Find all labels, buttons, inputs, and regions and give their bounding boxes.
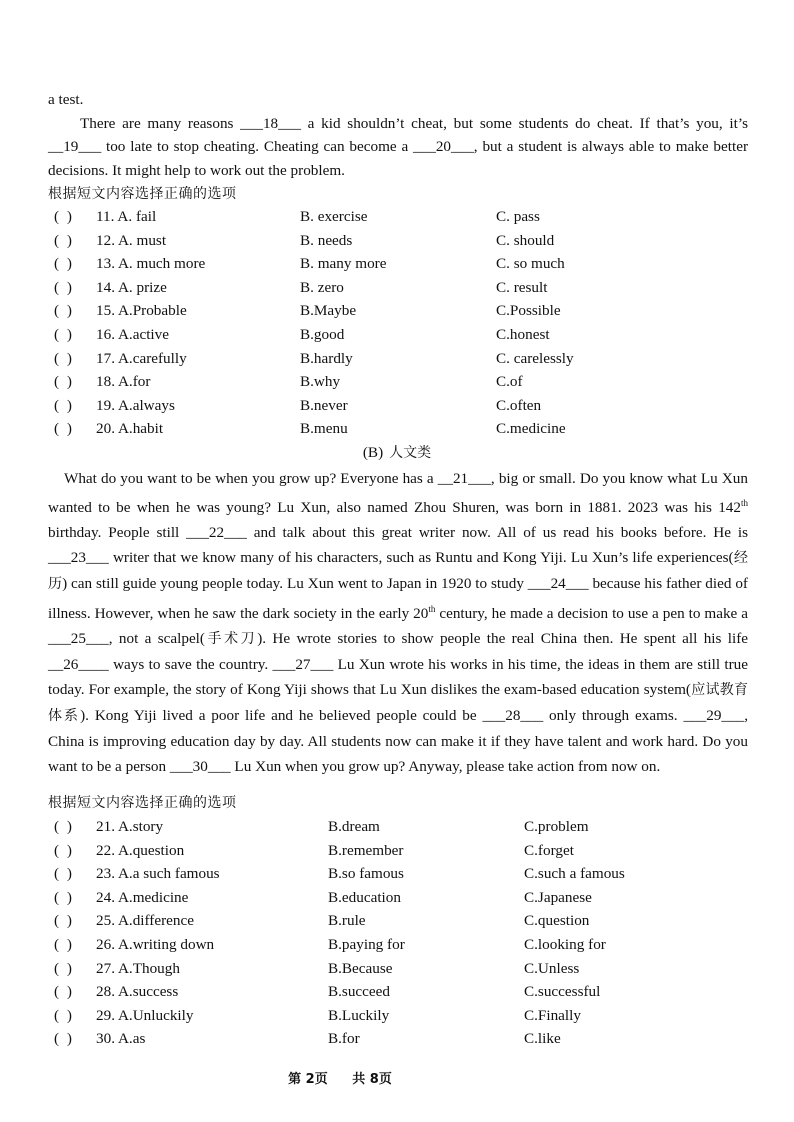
answer-bracket[interactable]: ( ) (54, 349, 74, 367)
section-a-question-list (48, 205, 748, 441)
option-c: C. pass (496, 208, 540, 225)
option-a: 11. A. fail (96, 208, 157, 225)
question-row (48, 839, 748, 863)
option-b: B.why (300, 373, 341, 391)
option-c: C.of (496, 373, 523, 391)
option-a: 21. A.story (96, 818, 164, 835)
section-b-heading (0, 443, 794, 463)
question-row (48, 370, 748, 394)
section-b-paragraph (48, 466, 748, 779)
option-b: B.so famous (328, 865, 404, 883)
option-c: C.Unless (524, 959, 580, 977)
answer-bracket[interactable]: ( ) (54, 255, 74, 273)
section-a-passage (48, 88, 748, 182)
option-a: 12. A. must (96, 231, 167, 249)
option-b: B.for (328, 1030, 360, 1048)
option-a: 25. A.difference (96, 912, 194, 930)
answer-bracket[interactable]: ( ) (54, 983, 74, 1001)
question-row (48, 229, 748, 253)
option-c: C.Japanese (524, 888, 592, 906)
passage-sup-2: th (428, 604, 436, 615)
question-row (48, 347, 748, 371)
option-a: 27. A.Though (96, 959, 180, 977)
page-number: 第 2页 (288, 1072, 328, 1087)
answer-bracket[interactable]: ( ) (54, 325, 74, 343)
answer-bracket[interactable]: ( ) (54, 818, 74, 835)
option-b: B. needs (300, 231, 353, 249)
answer-bracket[interactable]: ( ) (54, 935, 74, 953)
answer-bracket[interactable]: ( ) (54, 302, 74, 320)
option-a: 17. A.carefully (96, 349, 187, 367)
question-row (48, 1004, 748, 1028)
option-a: 16. A.active (96, 325, 169, 343)
question-row (48, 815, 748, 839)
answer-bracket[interactable]: ( ) (54, 888, 74, 906)
section-b-label: (B) (362, 444, 384, 461)
question-row (48, 205, 748, 229)
option-c: C.forget (524, 841, 574, 859)
section-b-instruction: 根据短文内容选择正确的选项 (48, 795, 237, 811)
question-row (48, 323, 748, 347)
option-b: B. exercise (300, 208, 368, 225)
question-row (48, 276, 748, 300)
option-a: 30. A.as (96, 1030, 146, 1048)
page-footer (0, 1068, 680, 1087)
section-a-paragraph: There are many reasons ___18___ a kid shouldn’t cheat, but some students do cheat. If that’s you, it’s __19___ too late to stop cheating. Cheating can become a ___20___, but a student is always able to make better decisions. It might help to work out the problem. (48, 114, 748, 179)
option-c: C. result (496, 278, 548, 296)
option-a: 23. A.a such famous (96, 865, 220, 883)
answer-bracket[interactable]: ( ) (54, 865, 74, 883)
answer-bracket[interactable]: ( ) (54, 278, 74, 296)
option-b: B.good (300, 325, 345, 343)
section-b-passage (48, 466, 748, 779)
option-c: C.Possible (496, 302, 561, 320)
option-b: B. many more (300, 255, 387, 273)
question-row (48, 957, 748, 981)
option-c: C.honest (496, 325, 550, 343)
passage-zh-2: 手术刀 (204, 631, 258, 648)
option-c: C. so much (496, 255, 565, 273)
option-a: 29. A.Unluckily (96, 1006, 194, 1024)
option-c: C. carelessly (496, 349, 574, 367)
option-c: C.such a famous (524, 865, 625, 883)
answer-bracket[interactable]: ( ) (54, 420, 74, 438)
question-row (48, 886, 748, 910)
option-b: B.hardly (300, 349, 353, 367)
option-c: C. should (496, 231, 555, 249)
passage-zh-1: 经历 (48, 550, 749, 593)
option-c: C.problem (524, 818, 589, 835)
question-row (48, 252, 748, 276)
passage-zh-3: 应试教育体系 (48, 682, 749, 725)
section-b-category: 人文类 (389, 445, 432, 461)
section-b-question-list (48, 815, 748, 1051)
option-b: B.menu (300, 420, 348, 438)
passage-part-1: What do you want to be when you grow up? Everyone has a __21___, big or small. Do you know what Lu Xun wanted to be when he was young? Lu Xun, also named Zhou Shuren, was born in 1881. 2023 was his 142 (48, 470, 748, 517)
option-a: 18. A.for (96, 373, 151, 391)
answer-bracket[interactable]: ( ) (54, 1030, 74, 1048)
option-b: B.succeed (328, 983, 390, 1001)
question-row (48, 394, 748, 418)
option-c: C.Finally (524, 1006, 581, 1024)
question-row (48, 862, 748, 886)
option-b: B.Luckily (328, 1006, 390, 1024)
passage-part-5: ). He wrote stories to show people the real China then. He spent all his life __26____ ways to save the country. ___27___ Lu Xun wrote his works in his time, the ideas in them are still true today. For example, the story of Kong Yiji shows that Lu Xun dislikes the exam-based education system( (48, 630, 749, 699)
option-a: 24. A.medicine (96, 888, 189, 906)
answer-bracket[interactable]: ( ) (54, 396, 74, 414)
option-b: B.paying for (328, 935, 405, 953)
passage-part-4: century, he made a decision to use a pen to make a ___25___, not a scalpel( (48, 605, 749, 648)
question-row (48, 299, 748, 323)
passage-part-2: birthday. People still ___22___ and talk about this great writer now. All of us read his books before. He is ___23___ writer that we know many of his characters, such as Runtu and Kong Yiji. Lu Xun’s life experiences( (48, 524, 748, 567)
option-b: B.Maybe (300, 302, 357, 320)
answer-bracket[interactable]: ( ) (54, 1006, 74, 1024)
option-a: 26. A.writing down (96, 935, 215, 953)
option-b: B.dream (328, 818, 380, 835)
option-b: B.education (328, 888, 401, 906)
option-a: 20. A.habit (96, 420, 164, 438)
option-c: C.successful (524, 983, 601, 1001)
answer-bracket[interactable]: ( ) (54, 231, 74, 249)
lead-text: a test. (48, 91, 84, 108)
option-c: C.medicine (496, 420, 566, 438)
answer-bracket[interactable]: ( ) (54, 959, 74, 977)
option-a: 14. A. prize (96, 278, 167, 296)
answer-bracket[interactable]: ( ) (54, 912, 74, 930)
question-row (48, 933, 748, 957)
passage-part-3: ) can still guide young people today. Lu Xun went to Japan in 1920 to study ___24___ because his father died of illness. However, when he saw the dark society in the early 20 (48, 575, 748, 623)
option-b: B.remember (328, 841, 404, 859)
passage-part-6: ). Kong Yiji lived a poor life and he believed people could be ___28___ only through exams. ___29___, China is improving education day by day. All students now can make it if they have talent and work hard. Do you want to be a person ___30___ Lu Xun when you grow up? Anyway, please take action from now on. (48, 707, 748, 776)
option-a: 28. A.success (96, 983, 179, 1001)
option-b: B.Because (328, 959, 393, 977)
answer-bracket[interactable]: ( ) (54, 208, 74, 225)
section-a-instruction: 根据短文内容选择正确的选项 (48, 186, 237, 202)
option-c: C.often (496, 396, 542, 414)
option-c: C.question (524, 912, 590, 930)
option-a: 13. A. much more (96, 255, 206, 273)
option-a: 15. A.Probable (96, 302, 187, 320)
question-row (48, 980, 748, 1004)
answer-bracket[interactable]: ( ) (54, 841, 74, 859)
option-a: 19. A.always (96, 396, 175, 414)
passage-sup-1: th (740, 498, 748, 508)
question-row (48, 417, 748, 441)
page-total: 共 8页 (352, 1072, 392, 1087)
option-b: B.never (300, 396, 348, 414)
answer-bracket[interactable]: ( ) (54, 373, 74, 391)
option-b: B. zero (300, 278, 344, 296)
option-b: B.rule (328, 912, 366, 930)
option-a: 22. A.question (96, 841, 185, 859)
question-row (48, 1027, 748, 1051)
option-c: C.like (524, 1030, 561, 1048)
question-row (48, 909, 748, 933)
option-c: C.looking for (524, 935, 606, 953)
